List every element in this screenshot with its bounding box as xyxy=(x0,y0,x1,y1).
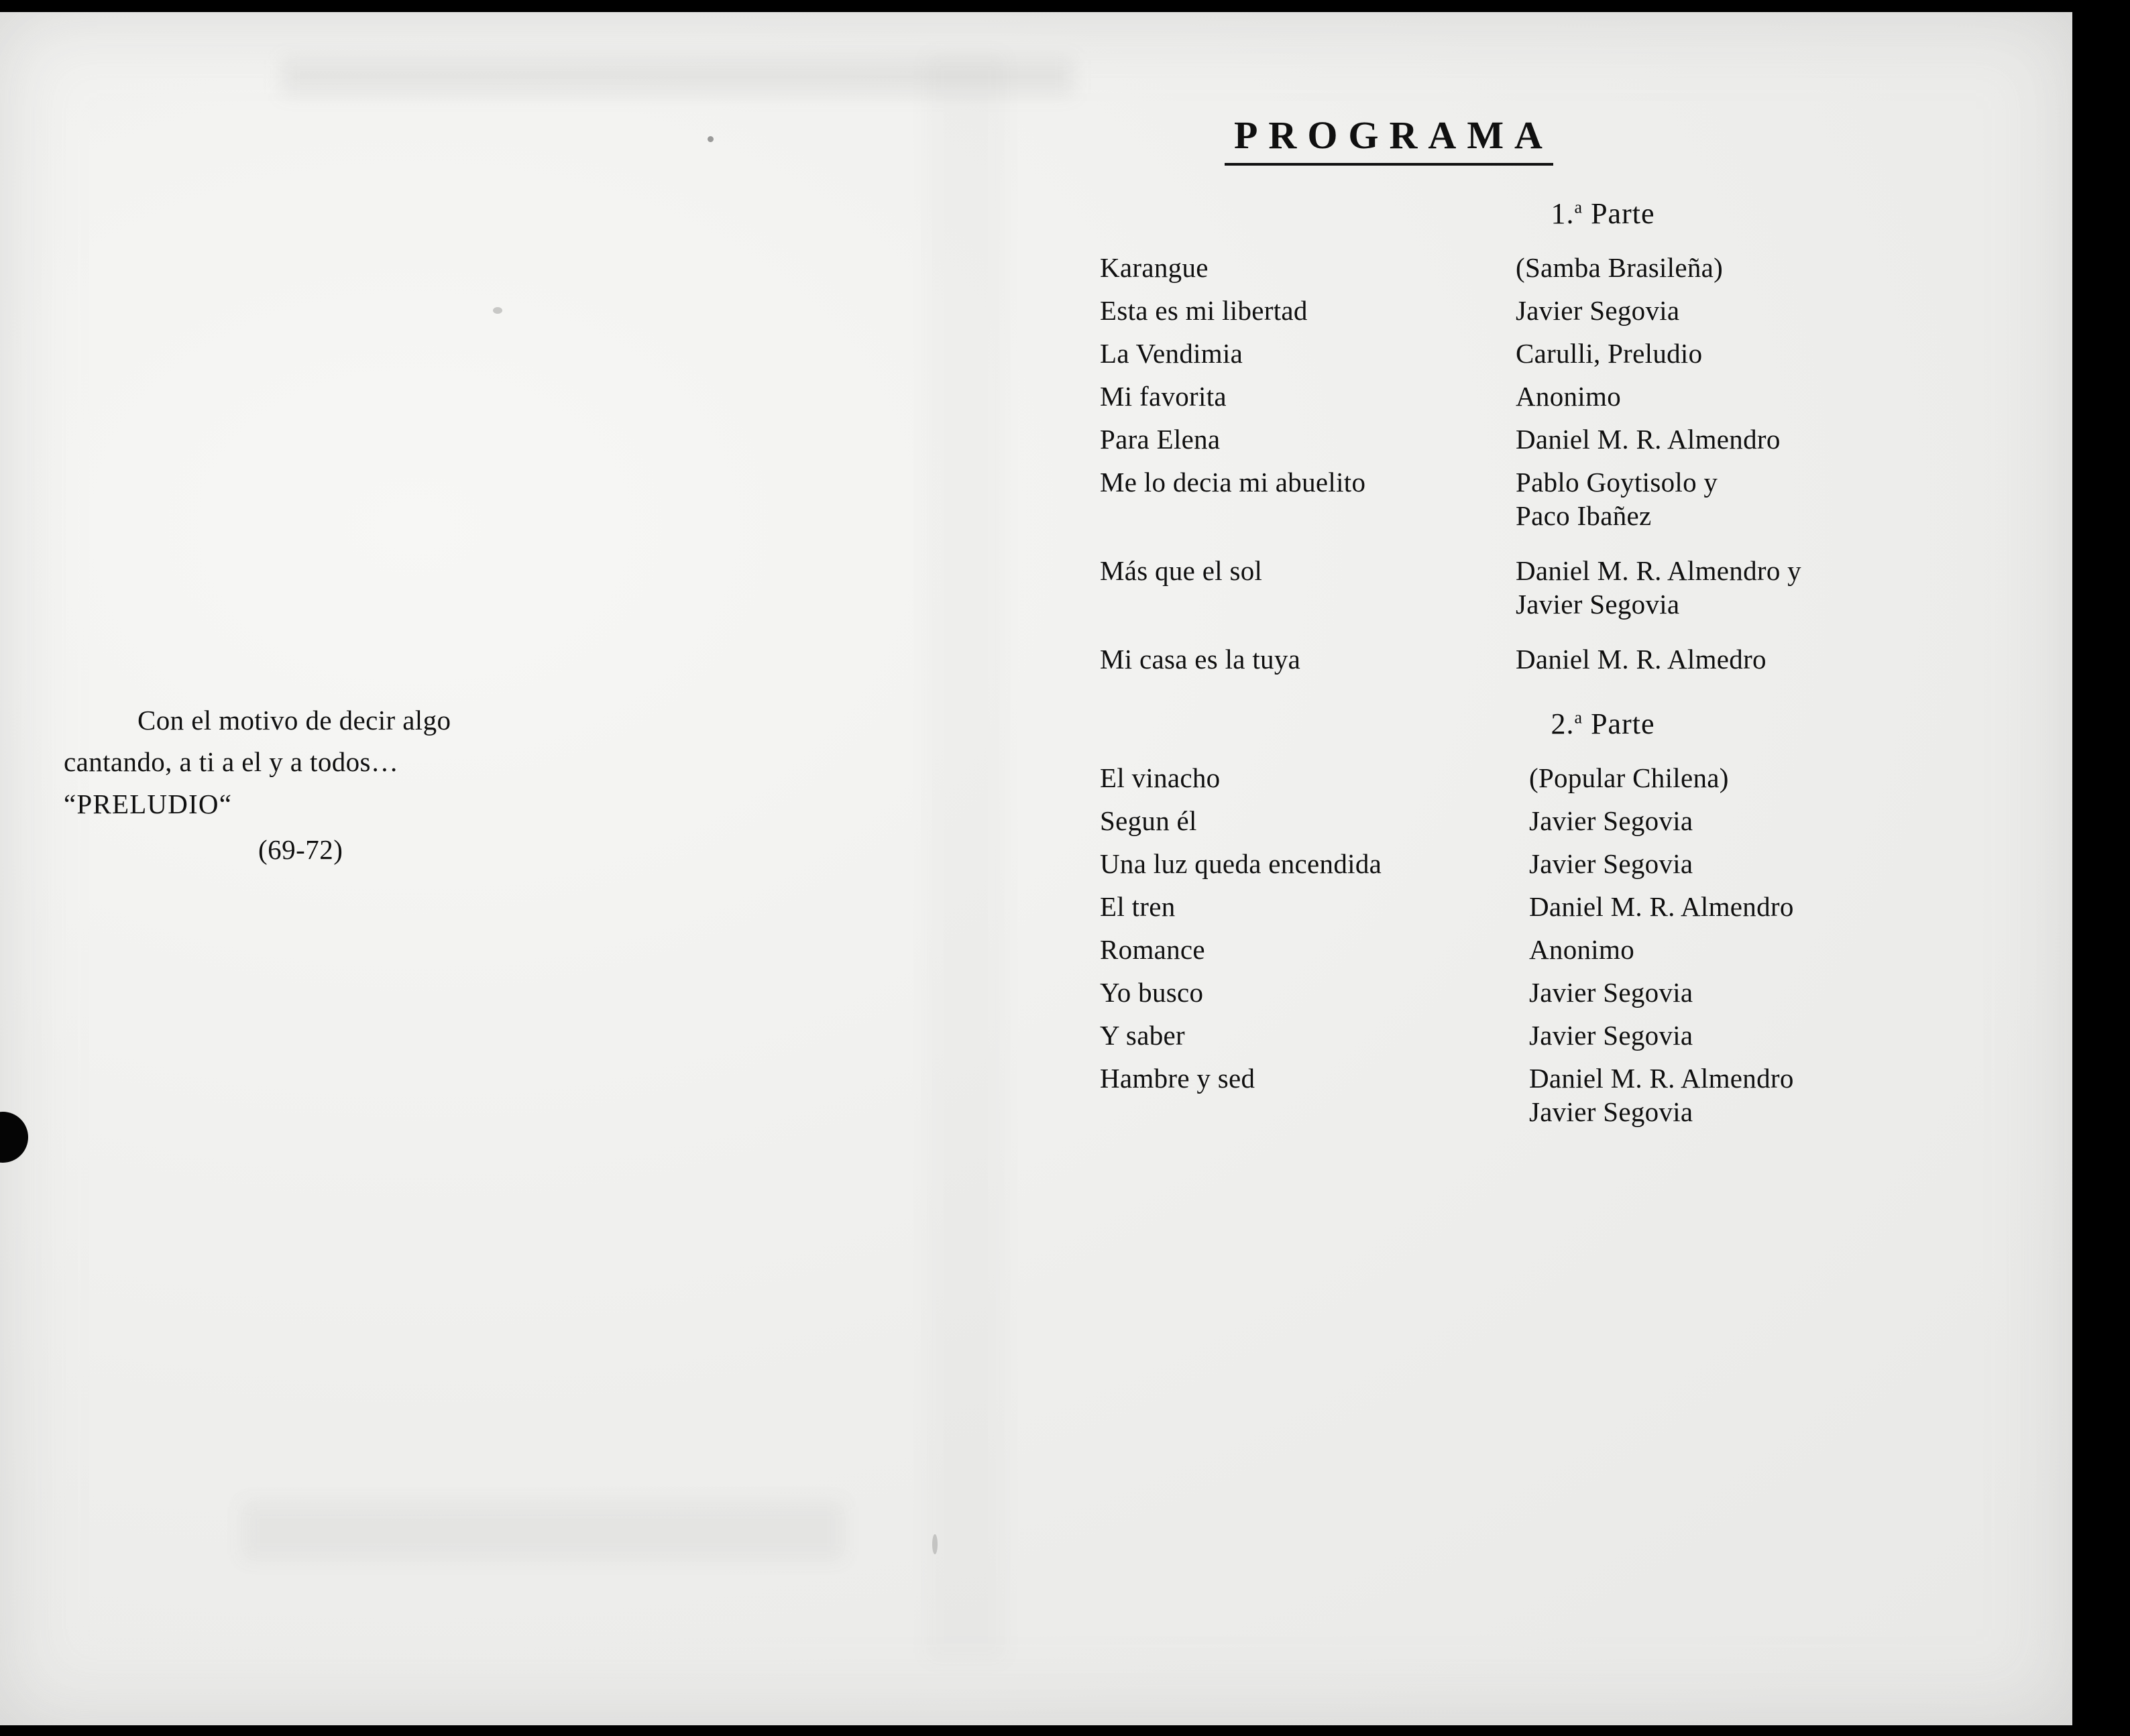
song-list-part-1 xyxy=(1100,251,2025,676)
song-author xyxy=(1516,465,2025,532)
scanned-page xyxy=(0,12,2072,1725)
song-author: Anonimo xyxy=(1529,934,1634,966)
song-title: El tren xyxy=(1100,891,1176,923)
scan-speck xyxy=(708,136,714,142)
song-title: Más que el sol xyxy=(1100,555,1263,587)
song-author: Daniel M. R. Almedro xyxy=(1516,644,1767,675)
song-title: Yo busco xyxy=(1100,977,1204,1008)
part-header-2 xyxy=(1100,707,2025,741)
song-title: Una luz queda encendida xyxy=(1100,848,1382,880)
song-row xyxy=(1100,933,2025,966)
punch-hole xyxy=(0,1112,28,1163)
song-title: Me lo decia mi abuelito xyxy=(1100,467,1366,498)
song-author: Carulli, Preludio xyxy=(1516,338,1703,369)
scan-speck xyxy=(932,1534,938,1554)
scan-speck xyxy=(493,307,502,314)
song-title: Esta es mi libertad xyxy=(1100,295,1308,327)
song-title: Mi favorita xyxy=(1100,381,1227,412)
part-number: 2. xyxy=(1551,707,1575,741)
song-author-line-1: Daniel M. R. Almendro y xyxy=(1516,555,1801,587)
song-row xyxy=(1100,976,2025,1009)
song-row xyxy=(1100,337,2025,370)
song-author-line-2: Javier Segovia xyxy=(1529,1096,1693,1128)
song-title: La Vendimia xyxy=(1100,338,1243,369)
song-author: Javier Segovia xyxy=(1529,977,1693,1008)
song-row xyxy=(1100,380,2025,413)
song-row xyxy=(1100,642,2025,676)
song-title: Hambre y sed xyxy=(1100,1063,1255,1094)
song-row xyxy=(1100,1061,2025,1129)
song-row xyxy=(1100,890,2025,923)
dedication-title: “PRELUDIO“ xyxy=(64,788,233,819)
song-author: Daniel M. R. Almendro xyxy=(1529,891,1794,923)
song-author-line-1: Daniel M. R. Almendro xyxy=(1529,1063,1794,1094)
part-word: Parte xyxy=(1591,707,1655,741)
song-author: Javier Segovia xyxy=(1529,848,1693,880)
song-author xyxy=(1529,1061,2025,1129)
part-header-1 xyxy=(1100,196,2025,231)
song-row xyxy=(1100,847,2025,880)
song-author xyxy=(1516,554,2025,621)
program-title: PROGRAMA xyxy=(1225,113,1553,166)
song-title: Segun él xyxy=(1100,805,1197,837)
scan-smudge xyxy=(282,59,1073,94)
scan-smudge xyxy=(241,1501,845,1561)
list-spacer xyxy=(1100,542,2025,554)
song-author: Javier Segovia xyxy=(1529,1020,1693,1051)
song-author: Daniel M. R. Almendro xyxy=(1516,424,1781,455)
song-title: Romance xyxy=(1100,934,1205,966)
part-ordinal-sup: a xyxy=(1574,707,1583,728)
dedication-line-1: Con el motivo de decir algo xyxy=(137,705,451,736)
song-title: Para Elena xyxy=(1100,424,1221,455)
song-row xyxy=(1100,761,2025,795)
scan-smudge xyxy=(926,52,1006,1662)
song-author: Javier Segovia xyxy=(1529,805,1693,837)
song-row xyxy=(1100,465,2025,532)
song-author: Anonimo xyxy=(1516,381,1621,412)
song-author: (Samba Brasileña) xyxy=(1516,252,1724,283)
part-number: 1. xyxy=(1551,197,1575,230)
song-title: Mi casa es la tuya xyxy=(1100,644,1301,675)
dedication-block xyxy=(64,699,667,870)
song-author-line-2: Javier Segovia xyxy=(1516,589,1680,620)
song-author-line-2: Paco Ibañez xyxy=(1516,500,1652,532)
song-row xyxy=(1100,554,2025,621)
song-title: Karangue xyxy=(1100,252,1209,283)
song-title: El vinacho xyxy=(1100,762,1221,794)
song-title: Y saber xyxy=(1100,1020,1185,1051)
song-row xyxy=(1100,804,2025,837)
song-author: Javier Segovia xyxy=(1516,295,1680,327)
part-word: Parte xyxy=(1591,197,1655,230)
song-author-line-1: Pablo Goytisolo y xyxy=(1516,467,1718,498)
song-row xyxy=(1100,422,2025,456)
part-ordinal-sup: a xyxy=(1574,197,1583,217)
list-spacer xyxy=(1100,630,2025,642)
program-block xyxy=(1100,113,2025,1138)
dedication-years: (69-72) xyxy=(258,833,343,865)
song-row xyxy=(1100,251,2025,284)
dedication-line-2: cantando, a ti a el y a todos… xyxy=(64,746,399,778)
song-list-part-2 xyxy=(1100,761,2025,1129)
song-row xyxy=(1100,1019,2025,1052)
song-row xyxy=(1100,294,2025,327)
song-author: (Popular Chilena) xyxy=(1529,762,1729,794)
